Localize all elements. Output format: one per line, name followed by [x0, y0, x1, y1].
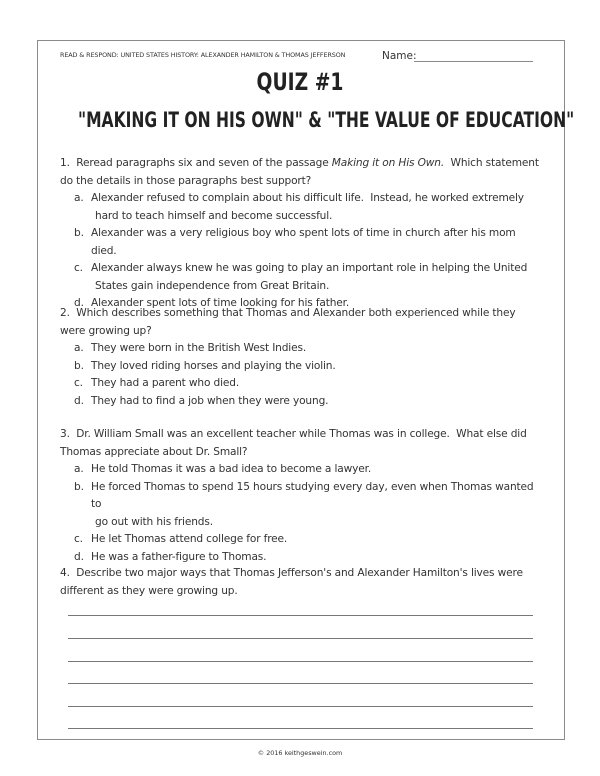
- series-header: READ & RESPOND: UNITED STATES HISTORY: ALEXANDER HAMILTON & THOMAS JEFFERSON: [60, 51, 346, 59]
- question-3-options: [60, 461, 540, 566]
- copyright-footer: © 2016 keithgeswein.com: [257, 749, 343, 757]
- question-4: [60, 565, 540, 600]
- answer-line-1[interactable]: [68, 615, 533, 616]
- answer-line-3[interactable]: [68, 661, 533, 662]
- option-1b[interactable]: b. Alexander was a very religious boy who spent lots of time in church after his mom died.: [74, 227, 516, 257]
- answer-line-2[interactable]: [68, 638, 533, 639]
- option-3d[interactable]: d. He was a father-figure to Thomas.: [74, 550, 267, 563]
- answer-line-5[interactable]: [68, 706, 533, 707]
- option-2c[interactable]: c. They had a parent who died.: [74, 377, 240, 389]
- quiz-subtitle: "MAKING IT ON HIS OWN" & "THE VALUE OF EDUCATION": [78, 108, 575, 132]
- question-3-stem: 3. Dr. William Small was an excellent teacher while Thomas was in college. What else did Thomas appreciate about Dr. Small?: [60, 428, 530, 458]
- option-1c[interactable]: c. Alexander always knew he was going to play an important role in helping the United States gain independence from Great Britain.: [74, 262, 528, 292]
- question-3: [60, 426, 540, 566]
- option-3c[interactable]: c. He let Thomas attend college for free.: [74, 533, 288, 545]
- question-2: [60, 305, 540, 410]
- answer-line-6[interactable]: [68, 728, 533, 729]
- option-1d[interactable]: d. Alexander spent lots of time looking for his father.: [74, 297, 350, 309]
- quiz-title: QUIZ #1: [256, 68, 344, 96]
- option-3b[interactable]: b. He forced Thomas to spend 15 hours studying every day, even when Thomas wanted to go out with his friends.: [74, 480, 534, 528]
- option-3a[interactable]: a. He told Thomas it was a bad idea to become a lawyer.: [74, 463, 372, 475]
- question-2-options: [60, 340, 540, 410]
- name-label: Name:: [382, 50, 417, 62]
- option-2b[interactable]: b. They loved riding horses and playing the violin.: [74, 359, 336, 372]
- question-4-stem: 4. Describe two major ways that Thomas Jefferson's and Alexander Hamilton's lives were different as they were growing up.: [60, 567, 523, 597]
- option-2a[interactable]: a. They were born in the British West Indies.: [74, 342, 307, 354]
- question-2-stem: 2. Which describes something that Thomas and Alexander both experienced while they were growing up?: [60, 307, 516, 337]
- question-1: [60, 155, 543, 313]
- option-2d[interactable]: d. They had to find a job when they were young.: [74, 394, 329, 407]
- answer-line-4[interactable]: [68, 683, 533, 684]
- name-field-line[interactable]: [414, 61, 533, 62]
- question-1-options: [60, 190, 540, 313]
- question-1-stem: 1. Reread paragraphs six and seven of the passage Making it on His Own. Which statement do the details in those paragraphs best support?: [60, 157, 543, 187]
- option-1a[interactable]: a. Alexander refused to complain about his difficult life. Instead, he worked extremely hard to teach himself and become successful.: [74, 192, 524, 222]
